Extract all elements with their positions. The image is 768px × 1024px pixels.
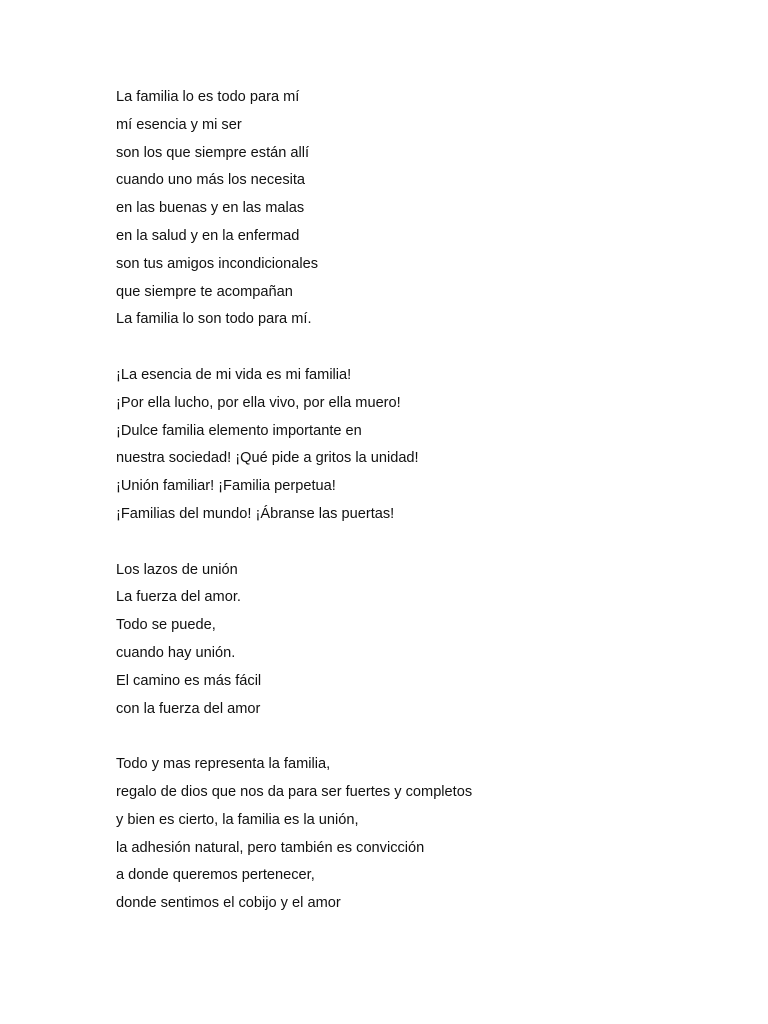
poem-line: ¡La esencia de mi vida es mi familia! (116, 366, 352, 383)
poem-line: ¡Dulce familia elemento importante en (116, 422, 362, 439)
poem-line: con la fuerza del amor (116, 700, 261, 717)
poem-line: y bien es cierto, la familia es la unión, (116, 811, 359, 828)
poem-line: El camino es más fácil (116, 672, 262, 689)
stanza-3 (116, 557, 716, 724)
poem-line: Todo y mas representa la familia, (116, 756, 331, 773)
poem-line: cuando uno más los necesita (116, 172, 306, 189)
poem-line: son tus amigos incondicionales (116, 255, 318, 272)
poem-line: La fuerza del amor. (116, 589, 241, 606)
poem-line: La familia lo son todo para mí. (116, 311, 312, 328)
poem-line: ¡Unión familiar! ¡Familia perpetua! (116, 478, 336, 495)
poem-line: La familia lo es todo para mí (116, 89, 300, 105)
poem-body (116, 84, 716, 946)
poem-line: a donde queremos pertenecer, (116, 867, 315, 884)
poem-line: son los que siempre están allí (116, 144, 310, 161)
stanza-4 (116, 751, 716, 918)
poem-line: ¡Familias del mundo! ¡Ábranse las puertas! (116, 505, 395, 522)
poem-line: mí esencia y mi ser (116, 116, 242, 133)
poem-line: Los lazos de unión (116, 561, 238, 578)
poem-line: en la salud y en la enfermad (116, 227, 300, 244)
stanza-2 (116, 362, 716, 529)
poem-line: regalo de dios que nos da para ser fuertes y completos (116, 783, 473, 800)
poem-line: ¡Por ella lucho, por ella vivo, por ella muero! (116, 394, 401, 411)
poem-line: Todo se puede, (116, 617, 216, 634)
stanza-1 (116, 84, 716, 334)
poem-line: en las buenas y en las malas (116, 200, 305, 217)
poem-line: nuestra sociedad! ¡Qué pide a gritos la unidad! (116, 450, 419, 467)
poem-line: cuando hay unión. (116, 644, 236, 661)
poem-line: la adhesión natural, pero también es convicción (116, 839, 425, 856)
poem-line: que siempre te acompañan (116, 283, 293, 300)
poem-line: donde sentimos el cobijo y el amor (116, 895, 341, 912)
